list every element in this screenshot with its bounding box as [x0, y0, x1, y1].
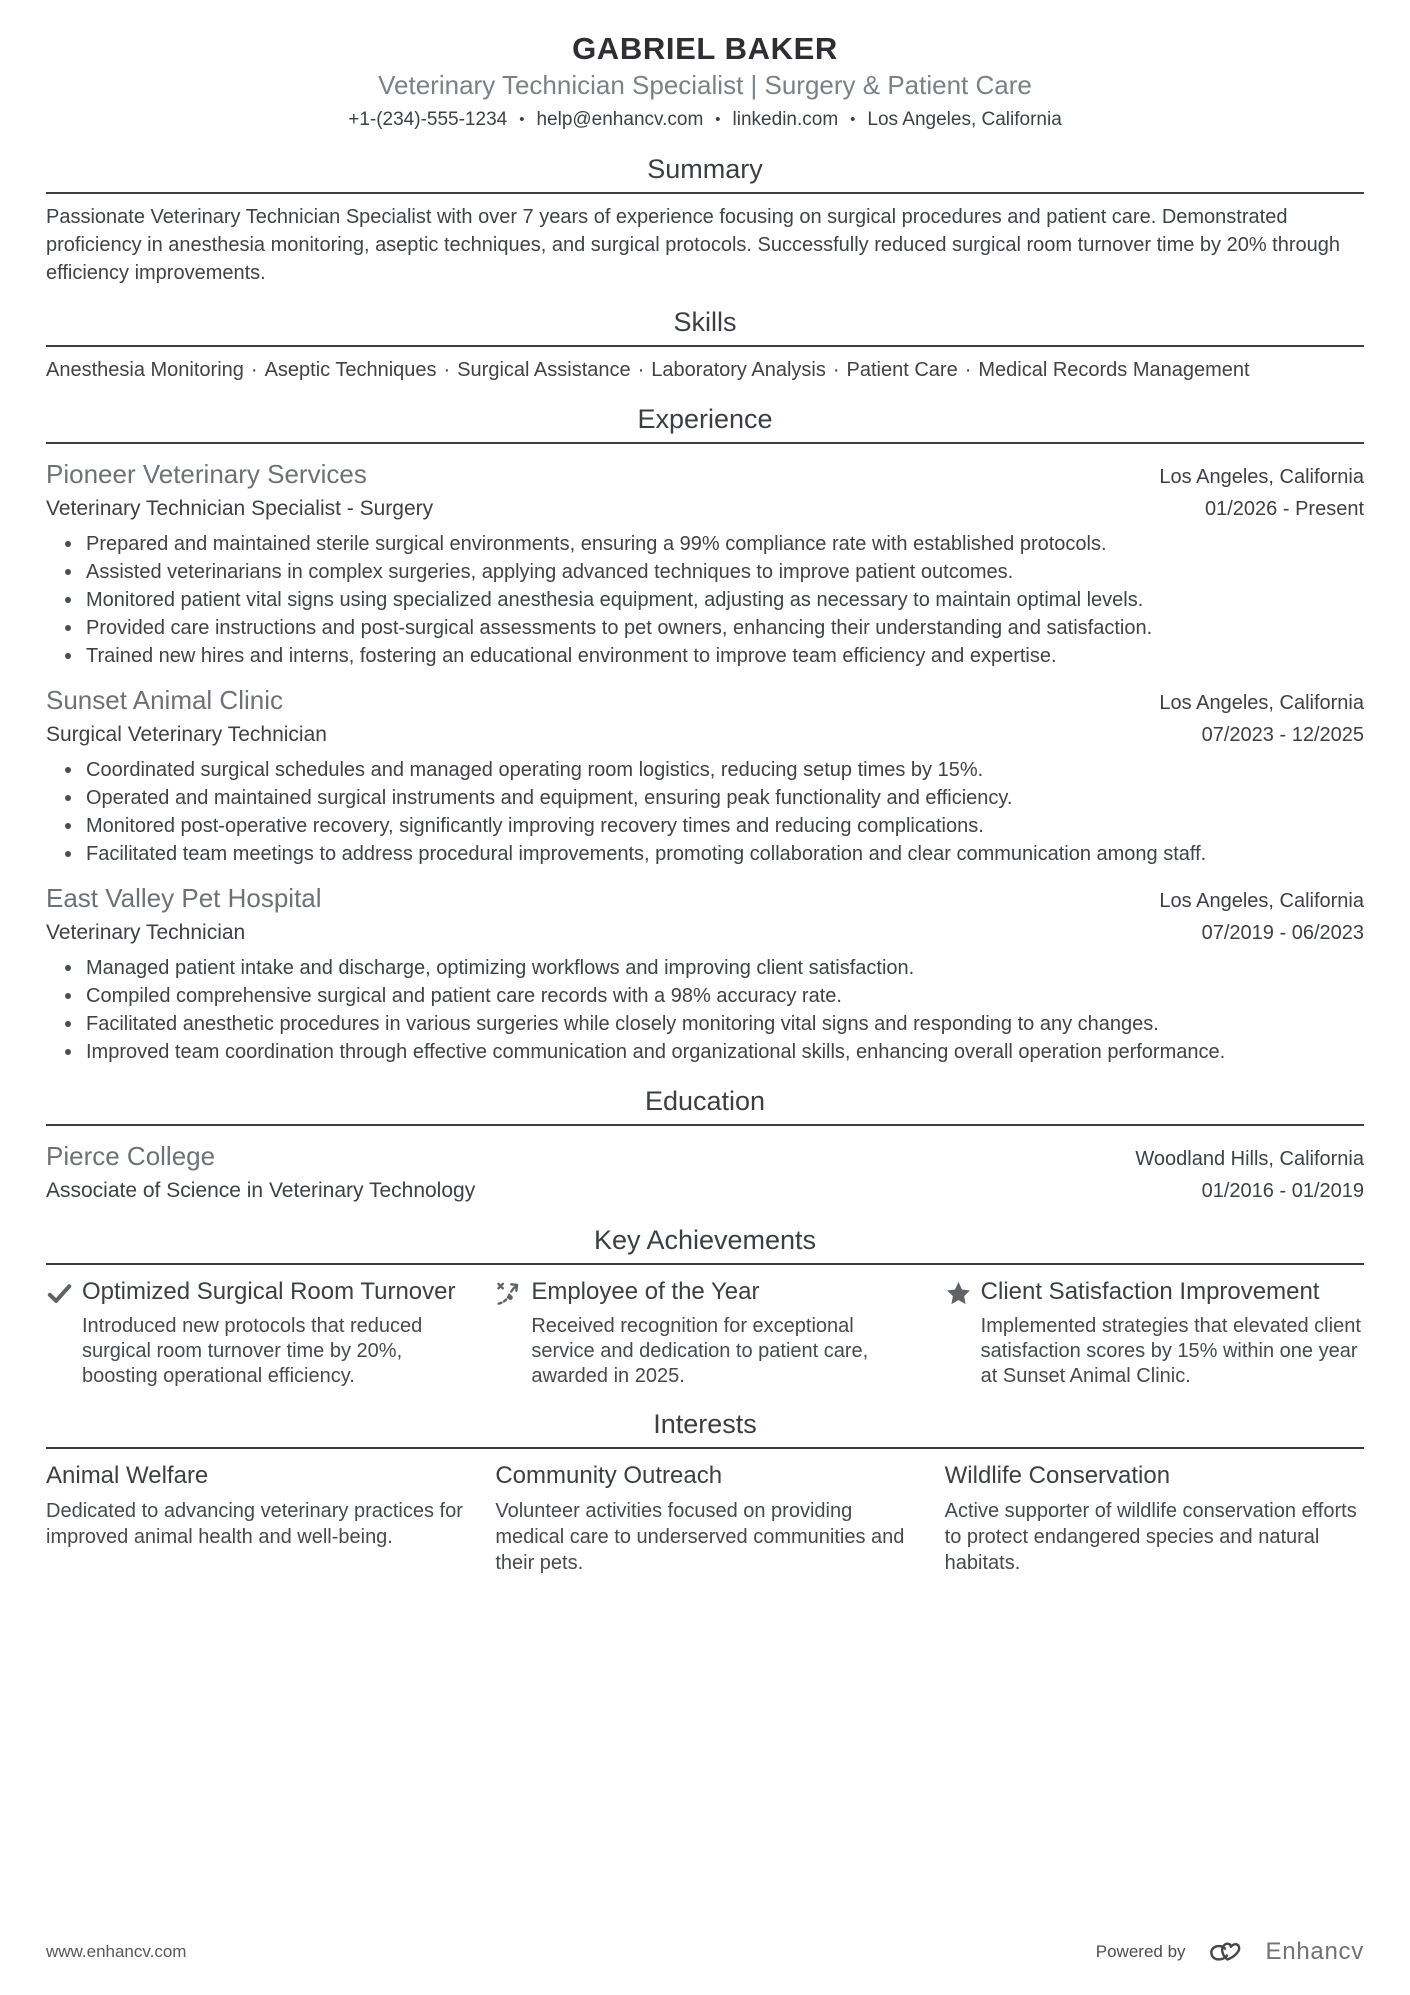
achievement-heading: Employee of the Year — [531, 1278, 760, 1305]
strategy-icon — [495, 1277, 531, 1307]
job-dates: 01/2026 - Present — [1205, 498, 1364, 520]
interests-title: Interests — [653, 1409, 757, 1439]
summary-title: Summary — [647, 154, 763, 184]
star-icon — [945, 1277, 981, 1307]
achievement-item — [495, 1277, 914, 1389]
skill-separator: · — [250, 359, 258, 381]
interest-item — [945, 1461, 1364, 1576]
enhancv-brand-text: Enhancv — [1265, 1938, 1364, 1965]
company-name: East Valley Pet Hospital — [46, 883, 322, 913]
job-bullet: Managed patient intake and discharge, optimizing workflows and improving client satisfaction. — [46, 954, 1364, 982]
section-divider — [46, 192, 1364, 194]
job-location: Los Angeles, California — [1159, 692, 1364, 714]
achievements-title: Key Achievements — [593, 1225, 817, 1255]
job-bullet: Monitored patient vital signs using specialized anesthesia equipment, adjusting as necessary to maintain optimal levels. — [46, 586, 1364, 614]
skill-separator: · — [832, 359, 840, 381]
experience-title: Experience — [637, 404, 773, 434]
summary-text: Passionate Veterinary Technician Specialist with over 7 years of experience focusing on surgical procedures and patient care. Demonstrated proficiency in anesthesia monitoring, aseptic techniques, and surgical protocols. Successfully reduced surgical room turnover time by 20% through efficiency improvements. — [46, 206, 1341, 284]
experience-entry — [46, 458, 1364, 670]
contact-location: Los Angeles, California — [867, 109, 1062, 130]
skill-item: Anesthesia Monitoring — [46, 359, 244, 381]
job-bullet: Monitored post-operative recovery, significantly improving recovery times and reducing complications. — [46, 812, 1364, 840]
interest-item — [46, 1461, 465, 1576]
job-title: Surgical Veterinary Technician — [46, 723, 327, 746]
page-footer — [46, 1937, 1364, 1967]
interest-text: Active supporter of wildlife conservation efforts to protect endangered species and natural habitats. — [944, 1500, 1357, 1574]
contact-separator: • — [850, 111, 856, 128]
job-bullet: Coordinated surgical schedules and managed operating room logistics, reducing setup times by 15%. — [46, 756, 1364, 784]
company-name: Pioneer Veterinary Services — [46, 459, 367, 489]
job-bullet: Facilitated team meetings to address procedural improvements, promoting collaboration and clear communication among staff. — [46, 840, 1364, 868]
contact-phone: +1-(234)-555-1234 — [348, 109, 508, 130]
experience-section — [46, 384, 1364, 1066]
skill-item: Patient Care — [846, 359, 958, 381]
section-divider — [46, 442, 1364, 444]
company-name: Sunset Animal Clinic — [46, 685, 283, 715]
check-icon — [46, 1277, 82, 1307]
skill-separator: · — [964, 359, 972, 381]
achievement-heading: Optimized Surgical Room Turnover — [82, 1278, 456, 1305]
interest-item — [495, 1461, 914, 1576]
job-dates: 07/2023 - 12/2025 — [1201, 724, 1364, 746]
job-bullet-list — [46, 756, 1364, 868]
skills-section — [46, 287, 1364, 384]
job-title: Veterinary Technician Specialist - Surgery — [46, 497, 434, 520]
interest-heading: Wildlife Conservation — [944, 1462, 1171, 1489]
enhancv-logo-icon — [1200, 1937, 1252, 1967]
powered-by-label: Powered by — [1095, 1942, 1186, 1961]
education-dates: 01/2016 - 01/2019 — [1201, 1180, 1364, 1202]
contact-website: linkedin.com — [732, 109, 839, 130]
achievement-item — [46, 1277, 465, 1389]
school-name: Pierce College — [46, 1141, 216, 1171]
contact-line — [46, 105, 1364, 134]
candidate-title: Veterinary Technician Specialist | Surgery & Patient Care — [378, 70, 1032, 100]
education-section — [46, 1066, 1364, 1205]
skill-separator: · — [443, 359, 451, 381]
skills-title: Skills — [673, 307, 737, 337]
achievement-heading: Client Satisfaction Improvement — [980, 1278, 1320, 1305]
job-bullet: Improved team coordination through effective communication and organizational skills, enhancing overall operation performance. — [46, 1038, 1364, 1066]
education-entry — [46, 1140, 1364, 1205]
school-location: Woodland Hills, California — [1135, 1148, 1364, 1170]
experience-entry — [46, 882, 1364, 1066]
job-bullet: Operated and maintained surgical instruments and equipment, ensuring peak functionality and efficiency. — [46, 784, 1364, 812]
powered-by-block — [1096, 1937, 1364, 1967]
degree-name: Associate of Science in Veterinary Technology — [46, 1179, 476, 1202]
contact-separator: • — [715, 111, 721, 128]
job-title: Veterinary Technician — [46, 921, 246, 944]
achievements-section — [46, 1205, 1364, 1389]
skill-separator: · — [637, 359, 645, 381]
summary-section — [46, 134, 1364, 287]
job-bullet: Provided care instructions and post-surgical assessments to pet owners, enhancing their understanding and satisfaction. — [46, 614, 1364, 642]
job-bullet-list — [46, 954, 1364, 1066]
skill-item: Aseptic Techniques — [264, 359, 437, 381]
contact-separator: • — [519, 111, 525, 128]
skills-list — [46, 356, 1364, 384]
job-bullet: Compiled comprehensive surgical and patient care records with a 98% accuracy rate. — [46, 982, 1364, 1010]
job-bullet: Trained new hires and interns, fostering an educational environment to improve team efficiency and expertise. — [46, 642, 1364, 670]
job-bullet: Prepared and maintained sterile surgical environments, ensuring a 99% compliance rate with established protocols. — [46, 530, 1364, 558]
interest-heading: Community Outreach — [495, 1462, 723, 1489]
candidate-name: GABRIEL BAKER — [572, 31, 838, 66]
section-divider — [46, 345, 1364, 347]
interests-section — [46, 1389, 1364, 1576]
section-divider — [46, 1263, 1364, 1265]
contact-email: help@enhancv.com — [536, 109, 704, 130]
interest-heading: Animal Welfare — [46, 1462, 209, 1489]
footer-website: www.enhancv.com — [46, 1942, 187, 1961]
resume-header — [46, 30, 1364, 134]
job-bullet-list — [46, 530, 1364, 670]
education-title: Education — [644, 1086, 766, 1116]
job-bullet: Facilitated anesthetic procedures in various surgeries while closely monitoring vital signs and responding to any changes. — [46, 1010, 1364, 1038]
job-bullet: Assisted veterinarians in complex surgeries, applying advanced techniques to improve patient outcomes. — [46, 558, 1364, 586]
achievement-text: Implemented strategies that elevated client satisfaction scores by 15% within one year at Sunset Animal Clinic. — [980, 1315, 1361, 1387]
achievement-text: Received recognition for exceptional service and dedication to patient care, awarded in 2025. — [531, 1315, 869, 1387]
interest-text: Dedicated to advancing veterinary practices for improved animal health and well-being. — [46, 1500, 463, 1548]
job-dates: 07/2019 - 06/2023 — [1201, 922, 1364, 944]
section-divider — [46, 1447, 1364, 1449]
job-location: Los Angeles, California — [1159, 890, 1364, 912]
skill-item: Medical Records Management — [978, 359, 1250, 381]
section-divider — [46, 1124, 1364, 1126]
achievement-item — [945, 1277, 1364, 1389]
achievement-text: Introduced new protocols that reduced surgical room turnover time by 20%, boosting operational efficiency. — [82, 1315, 423, 1387]
skill-item: Surgical Assistance — [457, 359, 631, 381]
experience-entry — [46, 684, 1364, 868]
job-location: Los Angeles, California — [1159, 466, 1364, 488]
skill-item: Laboratory Analysis — [651, 359, 826, 381]
interest-text: Volunteer activities focused on providing medical care to underserved communities and their pets. — [495, 1500, 905, 1574]
